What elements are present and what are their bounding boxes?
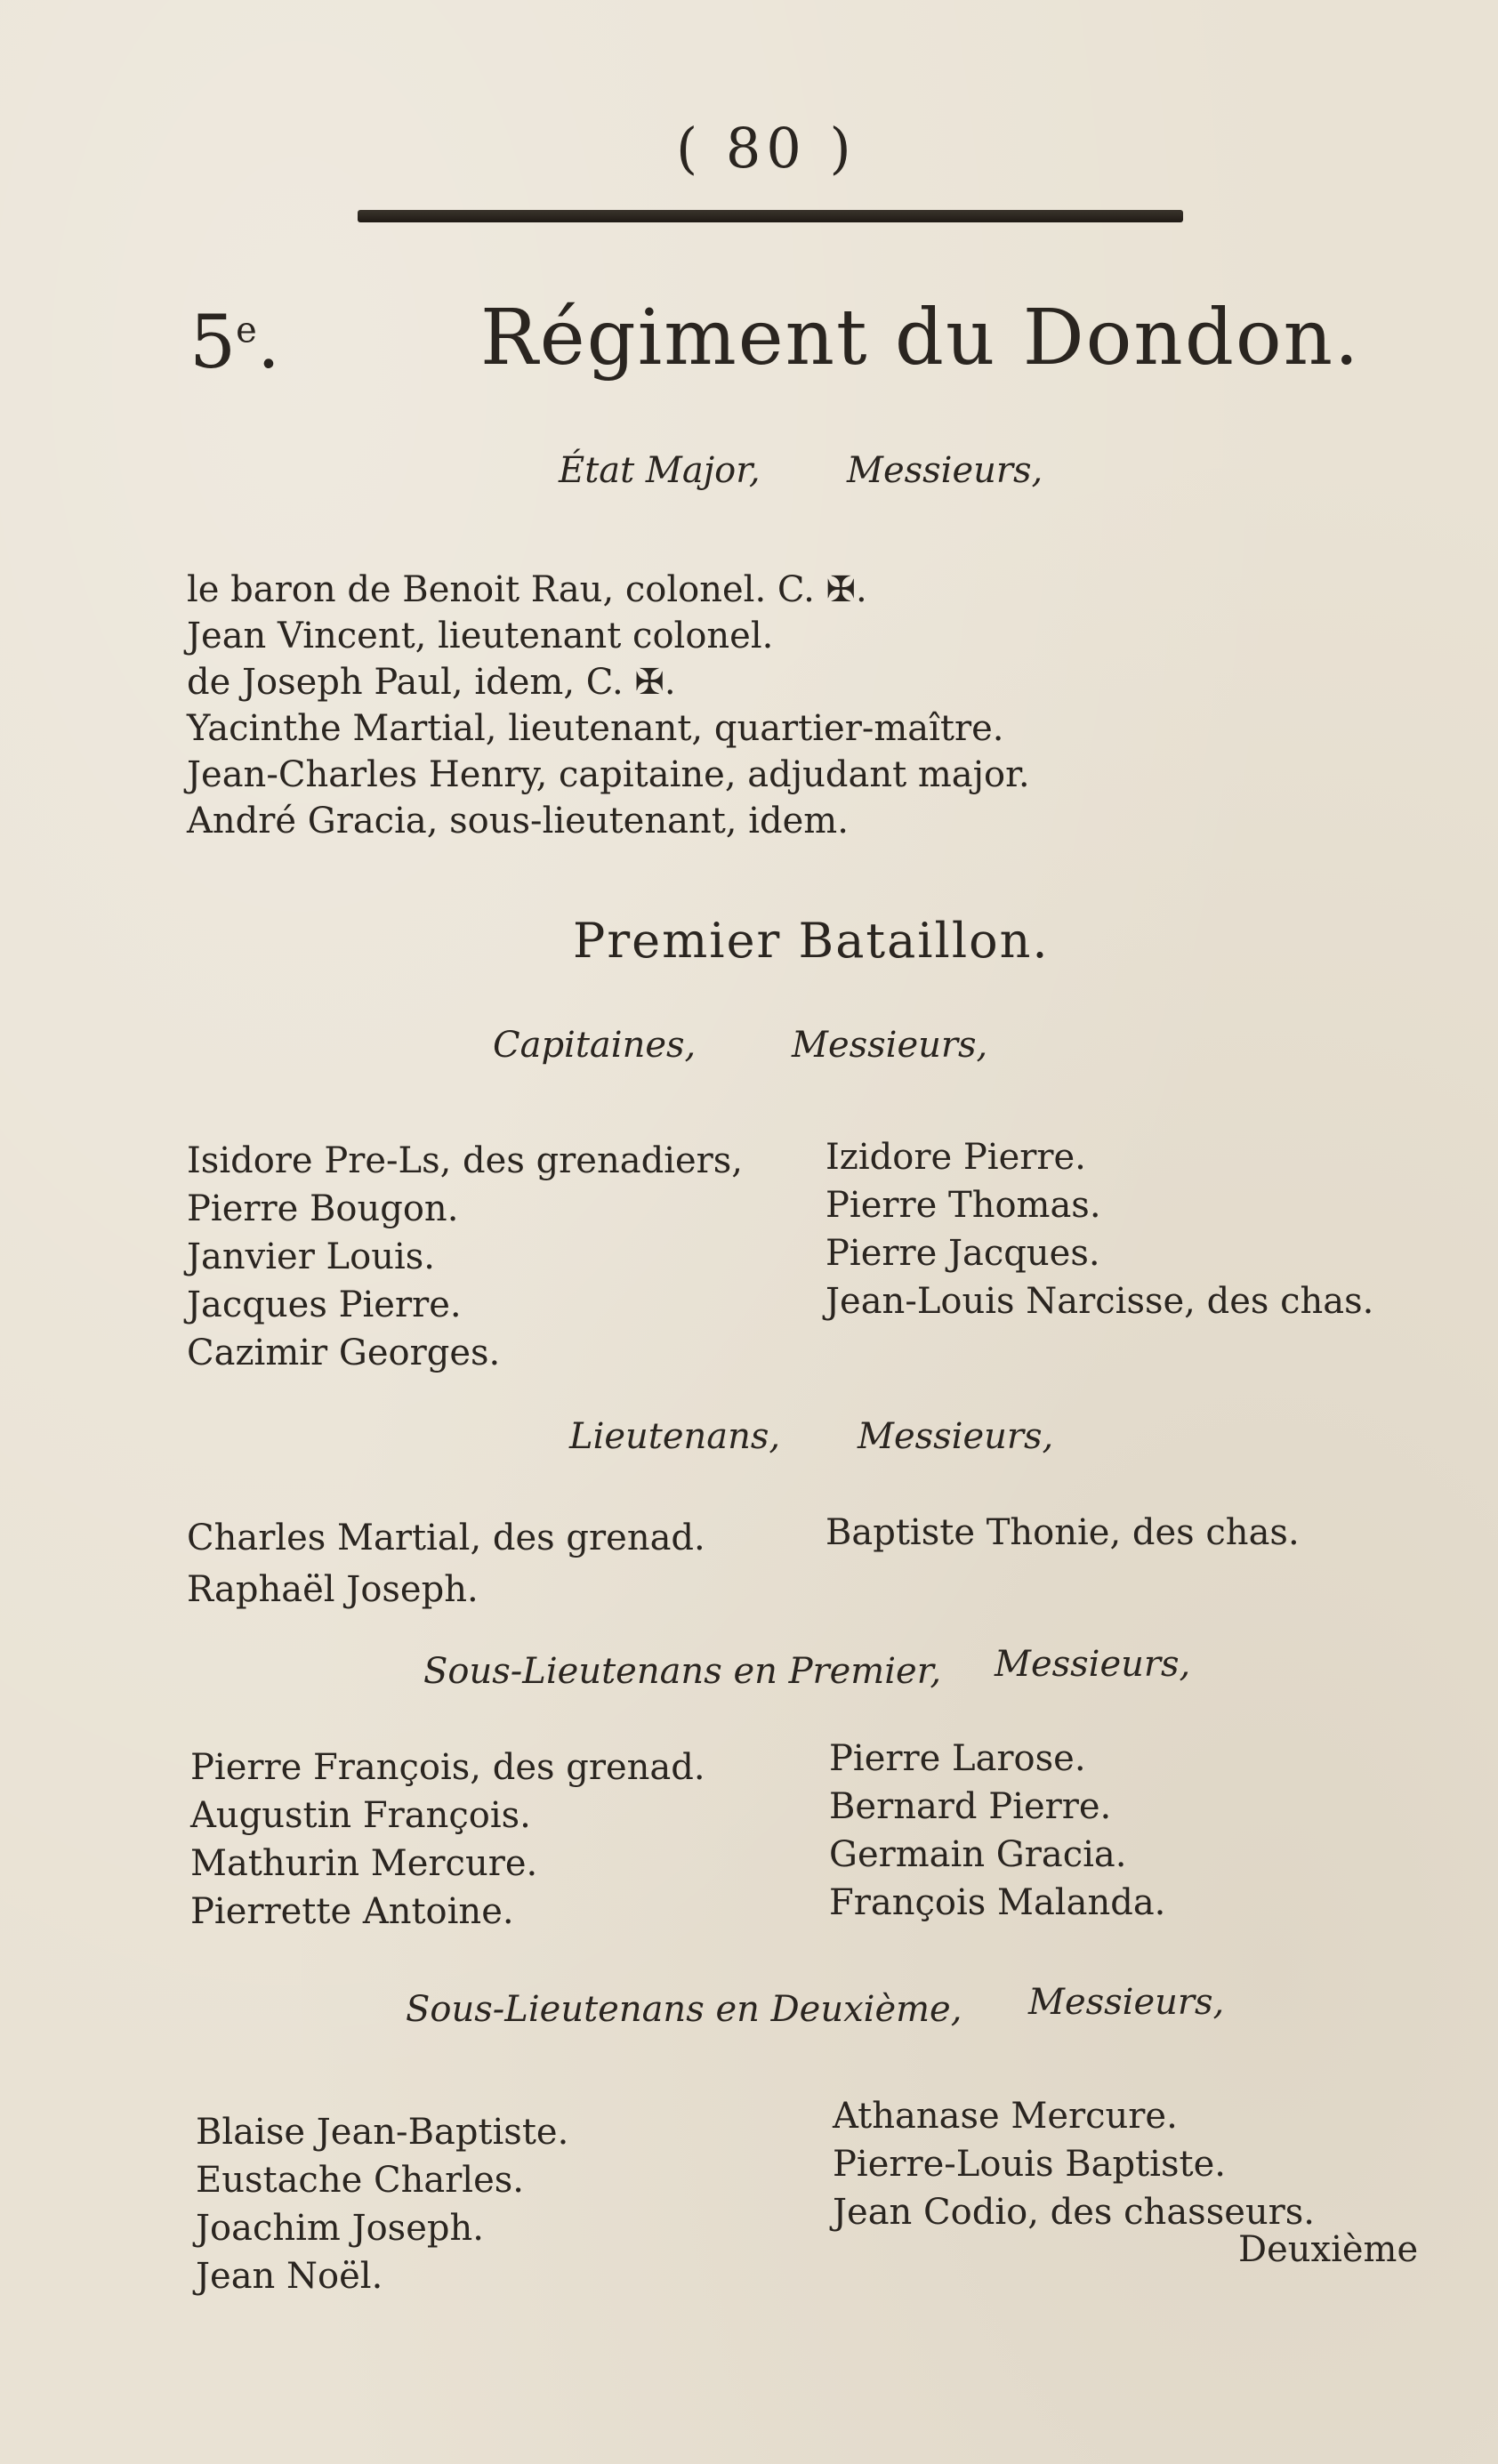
sous-lieutenant-deuxieme-left-3: Joachim Joseph. [196, 2208, 484, 2249]
sous-lieutenant-deuxieme-left-1: Blaise Jean-Baptiste. [196, 2112, 569, 2153]
sous-lieutenans-deuxieme-label: Sous-Lieutenans en Deuxième, [406, 1989, 962, 2030]
sous-lieutenant-premier-right-4: François Malanda. [829, 1882, 1166, 1923]
capitaine-left-2: Pierre Bougon. [187, 1188, 459, 1229]
sous-lieutenant-deuxieme-right-2: Pierre-Louis Baptiste. [833, 2144, 1226, 2185]
etat-major-line-3: de Joseph Paul, idem, C. ✠. [187, 662, 676, 703]
lieutenans-messieurs: Messieurs, [858, 1416, 1054, 1457]
capitaines-label: Capitaines, [493, 1025, 697, 1066]
sous-lieutenant-deuxieme-left-4: Jean Noël. [196, 2256, 383, 2297]
etat-major-messieurs: Messieurs, [847, 450, 1043, 491]
etat-major-line-6: André Gracia, sous-lieutenant, idem. [187, 801, 849, 841]
sous-lieutenans-deuxieme-messieurs: Messieurs, [1028, 1982, 1225, 2023]
etat-major-label: État Major, [559, 450, 761, 491]
capitaine-left-5: Cazimir Georges. [187, 1333, 501, 1373]
sous-lieutenant-premier-right-1: Pierre Larose. [829, 1738, 1086, 1779]
bataillon-title: Premier Bataillon. [573, 913, 1050, 969]
sous-lieutenans-premier-messieurs: Messieurs, [995, 1644, 1191, 1685]
sous-lieutenant-premier-left-2: Augustin François. [190, 1795, 531, 1836]
sous-lieutenant-premier-right-2: Bernard Pierre. [829, 1786, 1112, 1827]
sous-lieutenant-premier-left-1: Pierre François, des grenad. [190, 1747, 705, 1788]
catchword: Deuxième [1238, 2229, 1419, 2270]
regiment-number-digit: 5 [189, 301, 237, 385]
capitaine-right-4: Jean-Louis Narcisse, des chas. [826, 1281, 1374, 1322]
sous-lieutenant-premier-left-3: Mathurin Mercure. [190, 1843, 538, 1884]
capitaines-messieurs: Messieurs, [792, 1025, 988, 1066]
capitaine-right-3: Pierre Jacques. [826, 1233, 1100, 1274]
capitaine-left-3: Janvier Louis. [187, 1236, 435, 1277]
page-title: Régiment du Dondon. [480, 294, 1361, 382]
lieutenant-left-2: Raphaël Joseph. [187, 1569, 479, 1610]
regiment-number-sup: e [236, 310, 257, 351]
header-rule [358, 210, 1183, 222]
etat-major-line-1: le baron de Benoit Rau, colonel. C. ✠. [187, 569, 867, 610]
lieutenans-label: Lieutenans, [569, 1416, 781, 1457]
sous-lieutenant-deuxieme-right-3: Jean Codio, des chasseurs. [833, 2192, 1316, 2233]
etat-major-line-4: Yacinthe Martial, lieutenant, quartier-maître. [187, 708, 1004, 749]
sous-lieutenant-deuxieme-left-2: Eustache Charles. [196, 2160, 525, 2201]
regiment-number-dot: . [256, 301, 280, 385]
etat-major-line-2: Jean Vincent, lieutenant colonel. [187, 616, 774, 656]
lieutenant-right-1: Baptiste Thonie, des chas. [826, 1512, 1300, 1553]
lieutenant-left-1: Charles Martial, des grenad. [187, 1518, 705, 1558]
sous-lieutenant-premier-left-4: Pierrette Antoine. [190, 1891, 514, 1932]
capitaine-right-1: Izidore Pierre. [826, 1137, 1086, 1178]
capitaine-left-4: Jacques Pierre. [187, 1284, 462, 1325]
regiment-number [189, 301, 280, 385]
capitaine-left-1: Isidore Pre-Ls, des grenadiers, [187, 1140, 744, 1181]
sous-lieutenant-deuxieme-right-1: Athanase Mercure. [833, 2096, 1178, 2137]
sous-lieutenans-premier-label: Sous-Lieutenans en Premier, [423, 1651, 942, 1692]
sous-lieutenant-premier-right-3: Germain Gracia. [829, 1834, 1127, 1875]
etat-major-line-5: Jean-Charles Henry, capitaine, adjudant major. [187, 754, 1030, 795]
page-number: ( 80 ) [676, 116, 857, 181]
capitaine-right-2: Pierre Thomas. [826, 1185, 1101, 1226]
